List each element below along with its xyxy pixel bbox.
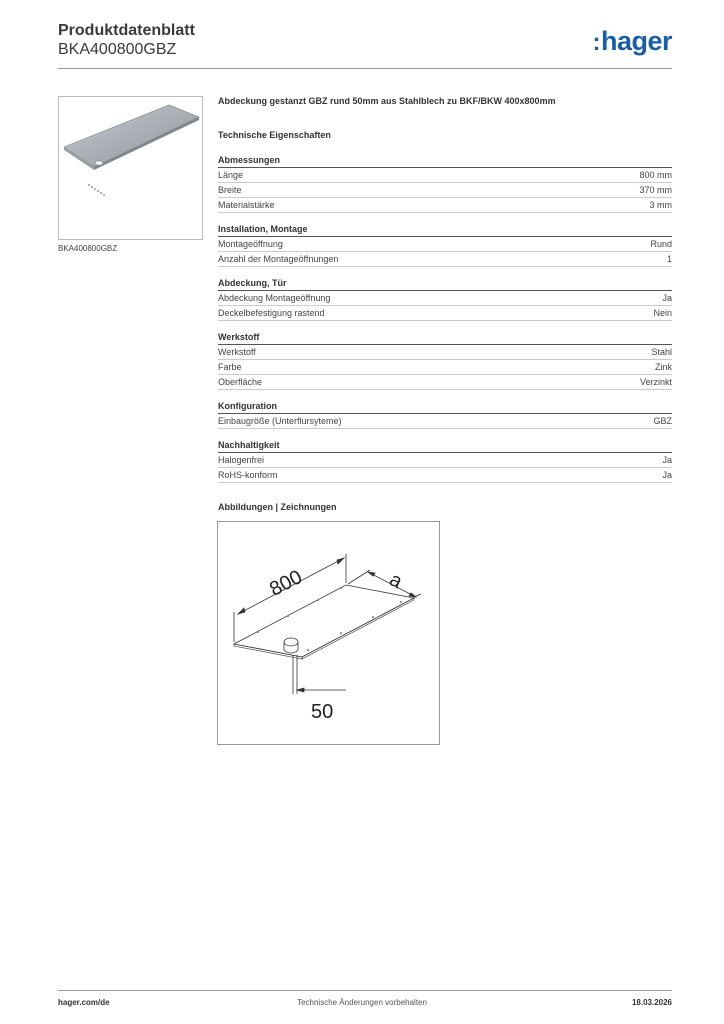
property-label: Länge (218, 170, 244, 180)
property-value: Verzinkt (639, 377, 672, 387)
property-group (218, 278, 672, 321)
group-title: Abdeckung, Tür (218, 278, 672, 291)
product-description: Abdeckung gestanzt GBZ rund 50mm aus Stahlblech zu BKF/BKW 400x800mm (218, 96, 556, 106)
technical-drawing (217, 521, 440, 745)
property-label: Anzahl der Montageöffnungen (218, 254, 339, 264)
property-row (218, 198, 672, 213)
group-title: Konfiguration (218, 401, 672, 414)
property-row (218, 291, 672, 306)
group-title: Werkstoff (218, 332, 672, 345)
property-value: GBZ (653, 416, 672, 426)
property-label: Farbe (218, 362, 242, 372)
property-value: Zink (654, 362, 672, 372)
property-group (218, 440, 672, 483)
property-label: Abdeckung Montageöffnung (218, 293, 331, 303)
hager-logo[interactable] (592, 26, 672, 57)
property-groups (218, 155, 672, 483)
property-value: 1 (666, 254, 672, 264)
property-label: Materialstärke (218, 200, 275, 210)
property-group (218, 332, 672, 390)
property-label: Montageöffnung (218, 239, 283, 249)
property-group (218, 401, 672, 429)
group-title: Nachhaltigkeit (218, 440, 672, 453)
page-title: Produktdatenblatt (58, 22, 195, 39)
property-value: Ja (662, 470, 672, 480)
logo-text: hager (600, 26, 672, 56)
property-value: Ja (662, 293, 672, 303)
group-title: Abmessungen (218, 155, 672, 168)
property-value: Ja (662, 455, 672, 465)
logo-colon: : (592, 29, 600, 56)
property-label: Oberfläche (218, 377, 263, 387)
product-number: BKA400800GBZ (58, 41, 177, 58)
dim-width-label: a (385, 568, 406, 594)
product-details (218, 96, 672, 483)
drawings-heading: Abbildungen | Zeichnungen (218, 502, 337, 512)
footer-date: 18.03.2026 (631, 998, 672, 1007)
property-row (218, 237, 672, 252)
property-value: Stahl (651, 347, 672, 357)
footer-divider (58, 990, 672, 991)
property-label: Breite (218, 185, 242, 195)
footer-website-link[interactable]: hager.com/de (58, 998, 110, 1007)
property-row (218, 414, 672, 429)
property-group (218, 155, 672, 213)
property-row (218, 375, 672, 390)
product-photo-plate (59, 97, 202, 239)
property-row (218, 183, 672, 198)
property-value: 800 mm (639, 170, 672, 180)
property-value: Rund (650, 239, 672, 249)
dim-hole-label: 50 (311, 701, 334, 723)
property-label: RoHS-konform (218, 470, 278, 480)
property-row (218, 468, 672, 483)
property-group (218, 224, 672, 267)
property-label: Einbaugröße (Unterflursyteme) (218, 416, 342, 426)
image-caption: BKA400800GBZ (58, 244, 118, 253)
property-row (218, 252, 672, 267)
property-label: Werkstoff (218, 347, 256, 357)
property-label: Deckelbefestigung rastend (218, 308, 325, 318)
property-row (218, 306, 672, 321)
footer-disclaimer: Technische Änderungen vorbehalten (297, 998, 427, 1007)
property-value: Nein (653, 308, 672, 318)
product-image (58, 96, 203, 240)
header-divider (58, 68, 672, 69)
property-row (218, 345, 672, 360)
dim-length-label: 800 (266, 566, 306, 601)
group-title: Installation, Montage (218, 224, 672, 237)
property-row (218, 360, 672, 375)
property-value: 370 mm (639, 185, 672, 195)
property-label: Halogenfrei (218, 455, 265, 465)
property-row (218, 453, 672, 468)
property-row (218, 168, 672, 183)
property-value: 3 mm (649, 200, 672, 210)
tech-properties-heading: Technische Eigenschaften (218, 130, 331, 140)
dimension-drawing (218, 522, 439, 744)
